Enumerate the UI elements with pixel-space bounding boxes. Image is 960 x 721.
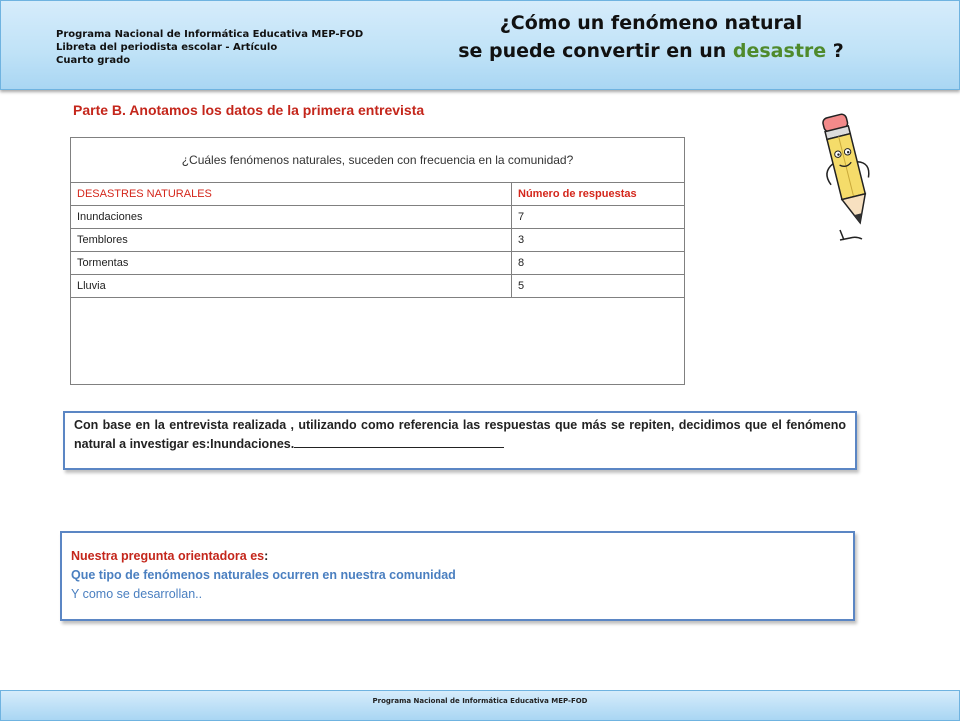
section-title: Parte B. Anotamos los datos de la primera entrevista [73,102,425,118]
guiding-question-line-2: Y como se desarrollan.. [71,587,203,601]
table-row [71,252,685,275]
pencil-mascot-icon [810,108,890,248]
title-line-2 [441,37,861,65]
guiding-question-line-1: Que tipo de fenómenos naturales ocurren en nuestra comunidad [71,568,456,582]
header-banner [0,0,960,90]
footer-banner [0,690,960,721]
guiding-question-heading [71,547,844,566]
column-header-disasters: DESASTRES NATURALES [71,183,512,206]
notebook-name: Libreta del periodista escolar - Artículo [56,42,278,53]
conclusion-box [63,411,857,470]
response-count: 3 [512,229,685,252]
column-header-responses: Número de respuestas [512,183,685,206]
conclusion-text: Con base en la entrevista realizada , utilizando como referencia las respuestas que más se repiten, decidimos que el fenómeno natural a investigar es:Inundaciones. [74,418,846,451]
table-header-row [71,183,685,206]
page-title [441,9,861,65]
title-line-2-prefix: se puede convertir en un [458,40,733,62]
program-name: Programa Nacional de Informática Educativa MEP-FOD [56,29,364,40]
table-question: ¿Cuáles fenómenos naturales, suceden con frecuencia en la comunidad? [71,138,685,183]
response-count: 5 [512,275,685,298]
guiding-question-label: Nuestra pregunta orientadora es [71,549,265,563]
grade-name: Cuarto grado [56,55,131,66]
title-line-2-suffix: ? [826,40,844,62]
table-question-row [71,138,685,183]
answer-underline [294,436,504,448]
table-row [71,275,685,298]
disaster-name: Inundaciones [71,206,512,229]
table-blank-cell [71,298,685,385]
disaster-name: Temblores [71,229,512,252]
program-info [56,28,363,67]
table-row [71,206,685,229]
interview-table [70,137,685,385]
guiding-question-colon: : [264,549,269,563]
title-accent-word: desastre [732,40,827,62]
table-blank-row [71,298,685,385]
footer-text: Programa Nacional de Informática Educativa MEP-FOD [372,697,588,705]
table-row [71,229,685,252]
title-line-1: ¿Cómo un fenómeno natural [499,12,803,34]
response-count: 8 [512,252,685,275]
guiding-question-box [60,531,855,621]
response-count: 7 [512,206,685,229]
disaster-name: Lluvia [71,275,512,298]
disaster-name: Tormentas [71,252,512,275]
